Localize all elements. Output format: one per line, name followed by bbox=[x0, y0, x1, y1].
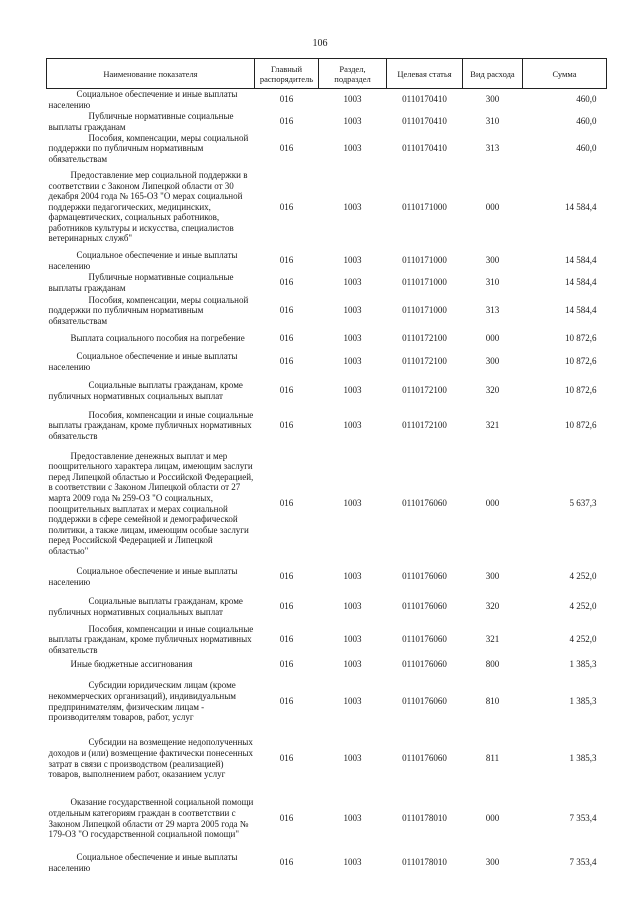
header-manager: Главный распорядитель bbox=[255, 59, 319, 89]
row-manager: 016 bbox=[279, 813, 294, 824]
row-section: 1003 bbox=[343, 659, 362, 670]
row-type: 310 bbox=[485, 116, 500, 127]
row-target: 0110170410 bbox=[402, 94, 447, 105]
row-name: Пособия, компенсации, меры социальной поддержки по публичным нормативным обязательствам bbox=[48, 132, 249, 164]
page-number: 106 bbox=[312, 38, 328, 49]
row-section: 1003 bbox=[343, 255, 362, 266]
row-amount: 14 584,4 bbox=[565, 305, 597, 316]
row-name: Пособия, компенсации и иные социальные выплаты гражданам, кроме публичных нормативных обязательств bbox=[48, 409, 254, 441]
table-row bbox=[47, 850, 607, 876]
row-section: 1003 bbox=[343, 201, 362, 212]
table-row bbox=[47, 328, 607, 350]
row-target: 0110176060 bbox=[402, 696, 447, 707]
table-row bbox=[47, 444, 607, 564]
row-type: 321 bbox=[485, 634, 500, 645]
row-manager: 016 bbox=[279, 116, 294, 127]
row-target: 0110178010 bbox=[402, 857, 447, 868]
row-manager: 016 bbox=[279, 143, 294, 154]
row-manager: 016 bbox=[279, 659, 294, 670]
row-amount: 4 252,0 bbox=[569, 571, 597, 582]
row-section: 1003 bbox=[343, 143, 362, 154]
row-name: Социальное обеспечение и иные выплаты населению bbox=[48, 851, 238, 873]
row-type: 300 bbox=[485, 571, 500, 582]
row-section: 1003 bbox=[343, 420, 362, 431]
row-type: 300 bbox=[485, 94, 500, 105]
row-manager: 016 bbox=[279, 420, 294, 431]
row-manager: 016 bbox=[279, 696, 294, 707]
header-section: Раздел, подраздел bbox=[319, 59, 387, 89]
row-amount: 14 584,4 bbox=[565, 277, 597, 288]
row-target: 0110172100 bbox=[402, 333, 447, 344]
row-name: Публичные нормативные социальные выплаты гражданам bbox=[48, 110, 234, 132]
row-target: 0110178010 bbox=[402, 813, 447, 824]
row-manager: 016 bbox=[279, 571, 294, 582]
row-amount: 460,0 bbox=[576, 116, 597, 127]
row-amount: 14 584,4 bbox=[565, 255, 597, 266]
row-section: 1003 bbox=[343, 753, 362, 764]
table-row bbox=[47, 590, 607, 624]
row-section: 1003 bbox=[343, 116, 362, 127]
row-manager: 016 bbox=[279, 305, 294, 316]
row-type: 810 bbox=[485, 696, 500, 707]
row-name: Социальные выплаты гражданам, кроме публичных нормативных социальных выплат bbox=[48, 595, 243, 617]
row-name: Социальное обеспечение и иные выплаты населению bbox=[48, 350, 238, 372]
table-row bbox=[47, 564, 607, 590]
row-target: 0110176060 bbox=[402, 601, 447, 612]
row-name: Предоставление мер социальной поддержки в соответствии с Законом Липецкой области от 30 декабря 2004 года № 165-ОЗ "О мерах социальной поддержки педагогических, медицинских, фармацевтических, социальных работников, работников культуры и искусства, специалистов ветеринарных служб" bbox=[48, 169, 248, 244]
row-manager: 016 bbox=[279, 634, 294, 645]
row-amount: 5 637,3 bbox=[569, 498, 597, 509]
row-target: 0110176060 bbox=[402, 498, 447, 509]
row-type: 000 bbox=[485, 813, 500, 824]
row-type: 321 bbox=[485, 420, 500, 431]
table-row bbox=[47, 374, 607, 408]
table-row bbox=[47, 165, 607, 250]
budget-table bbox=[46, 58, 607, 876]
row-name: Социальные выплаты гражданам, кроме публичных нормативных социальных выплат bbox=[48, 379, 243, 401]
table-row bbox=[47, 133, 607, 165]
row-name: Субсидии юридическим лицам (кроме некоммерческих организаций), индивидуальным предпринимателям, физическим лицам - производителям товаров, работ, услуг bbox=[48, 680, 236, 723]
row-target: 0110170410 bbox=[402, 116, 447, 127]
table-row bbox=[47, 111, 607, 133]
row-type: 800 bbox=[485, 659, 500, 670]
row-target: 0110176060 bbox=[402, 659, 447, 670]
row-amount: 10 872,6 bbox=[565, 356, 597, 367]
row-name: Предоставление денежных выплат и мер поощрительного характера лицам, имеющим заслуги перед Липецкой областью и Российской Федерацией, в соответствии с Законом Липецкой области от 27 марта 2009 года № 259-ОЗ "О социальных, поощрительных выплатах и мерах социальной поддержки в сфере семейной и демографической политики, а также лицам, имеющим особые заслуги перед Российской Федерацией и Липецкой областью" bbox=[48, 450, 254, 556]
row-manager: 016 bbox=[279, 601, 294, 612]
row-type: 313 bbox=[485, 305, 500, 316]
row-amount: 460,0 bbox=[576, 143, 597, 154]
row-name: Пособия, компенсации, меры социальной поддержки по публичным нормативным обязательствам bbox=[48, 294, 249, 326]
row-manager: 016 bbox=[279, 255, 294, 266]
row-section: 1003 bbox=[343, 385, 362, 396]
table-row bbox=[47, 730, 607, 788]
row-name: Субсидии на возмещение недополученных доходов и (или) возмещение фактически понесенных затрат в связи с производством (реализацией) товаров, выполнением работ, оказанием услуг bbox=[48, 737, 254, 780]
row-amount: 1 385,3 bbox=[569, 696, 597, 707]
row-name: Социальное обеспечение и иные выплаты населению bbox=[48, 249, 238, 271]
row-amount: 7 353,4 bbox=[569, 813, 597, 824]
row-section: 1003 bbox=[343, 857, 362, 868]
row-amount: 14 584,4 bbox=[565, 201, 597, 212]
row-type: 000 bbox=[485, 201, 500, 212]
row-manager: 016 bbox=[279, 753, 294, 764]
row-target: 0110172100 bbox=[402, 385, 447, 396]
row-type: 320 bbox=[485, 601, 500, 612]
row-target: 0110176060 bbox=[402, 571, 447, 582]
header-amount: Сумма bbox=[523, 59, 607, 89]
row-amount: 460,0 bbox=[576, 94, 597, 105]
row-target: 0110176060 bbox=[402, 753, 447, 764]
row-section: 1003 bbox=[343, 94, 362, 105]
table-row bbox=[47, 656, 607, 674]
row-target: 0110172100 bbox=[402, 420, 447, 431]
header-target: Целевая статья bbox=[387, 59, 463, 89]
row-section: 1003 bbox=[343, 305, 362, 316]
row-type: 811 bbox=[485, 753, 500, 764]
row-type: 300 bbox=[485, 356, 500, 367]
row-amount: 10 872,6 bbox=[565, 420, 597, 431]
table-row bbox=[47, 272, 607, 294]
row-manager: 016 bbox=[279, 498, 294, 509]
row-name: Пособия, компенсации и иные социальные выплаты гражданам, кроме публичных нормативных обязательств bbox=[48, 623, 254, 655]
row-section: 1003 bbox=[343, 634, 362, 645]
row-name: Иные бюджетные ассигнования bbox=[70, 659, 193, 670]
row-manager: 016 bbox=[279, 333, 294, 344]
row-amount: 4 252,0 bbox=[569, 601, 597, 612]
row-section: 1003 bbox=[343, 333, 362, 344]
row-target: 0110171000 bbox=[402, 305, 447, 316]
row-target: 0110176060 bbox=[402, 634, 447, 645]
row-amount: 10 872,6 bbox=[565, 333, 597, 344]
row-name: Публичные нормативные социальные выплаты гражданам bbox=[48, 271, 234, 293]
row-manager: 016 bbox=[279, 385, 294, 396]
row-target: 0110172100 bbox=[402, 356, 447, 367]
row-manager: 016 bbox=[279, 277, 294, 288]
row-section: 1003 bbox=[343, 571, 362, 582]
table-row bbox=[47, 294, 607, 328]
row-amount: 1 385,3 bbox=[569, 659, 597, 670]
table-row bbox=[47, 350, 607, 374]
row-section: 1003 bbox=[343, 601, 362, 612]
row-section: 1003 bbox=[343, 356, 362, 367]
row-manager: 016 bbox=[279, 356, 294, 367]
row-target: 0110171000 bbox=[402, 201, 447, 212]
row-target: 0110170410 bbox=[402, 143, 447, 154]
header-expense-type: Вид расхода bbox=[463, 59, 523, 89]
row-type: 313 bbox=[485, 143, 500, 154]
row-section: 1003 bbox=[343, 277, 362, 288]
row-type: 310 bbox=[485, 277, 500, 288]
row-amount: 7 353,4 bbox=[569, 857, 597, 868]
row-amount: 4 252,0 bbox=[569, 634, 597, 645]
row-manager: 016 bbox=[279, 857, 294, 868]
row-type: 300 bbox=[485, 255, 500, 266]
table-row bbox=[47, 624, 607, 656]
row-amount: 10 872,6 bbox=[565, 385, 597, 396]
row-type: 320 bbox=[485, 385, 500, 396]
table-row bbox=[47, 250, 607, 272]
row-section: 1003 bbox=[343, 813, 362, 824]
row-manager: 016 bbox=[279, 94, 294, 105]
row-target: 0110171000 bbox=[402, 277, 447, 288]
table-row bbox=[47, 89, 607, 111]
row-type: 000 bbox=[485, 498, 500, 509]
row-name: Выплата социального пособия на погребение bbox=[70, 333, 245, 344]
row-name: Социальное обеспечение и иные выплаты населению bbox=[48, 89, 238, 110]
table-header-row bbox=[47, 59, 607, 89]
row-name: Социальное обеспечение и иные выплаты населению bbox=[48, 565, 238, 587]
header-name: Наименование показателя bbox=[47, 59, 255, 89]
table-row bbox=[47, 788, 607, 850]
row-section: 1003 bbox=[343, 498, 362, 509]
row-target: 0110171000 bbox=[402, 255, 447, 266]
table-row bbox=[47, 674, 607, 730]
row-manager: 016 bbox=[279, 201, 294, 212]
row-type: 300 bbox=[485, 857, 500, 868]
row-type: 000 bbox=[485, 333, 500, 344]
table-row bbox=[47, 408, 607, 444]
row-amount: 1 385,3 bbox=[569, 753, 597, 764]
row-section: 1003 bbox=[343, 696, 362, 707]
row-name: Оказание государственной социальной помощи отдельным категориям граждан в соответствии с Законом Липецкой области от 29 марта 2005 года № 179-ОЗ "О государственной социальной помощи" bbox=[48, 797, 254, 840]
